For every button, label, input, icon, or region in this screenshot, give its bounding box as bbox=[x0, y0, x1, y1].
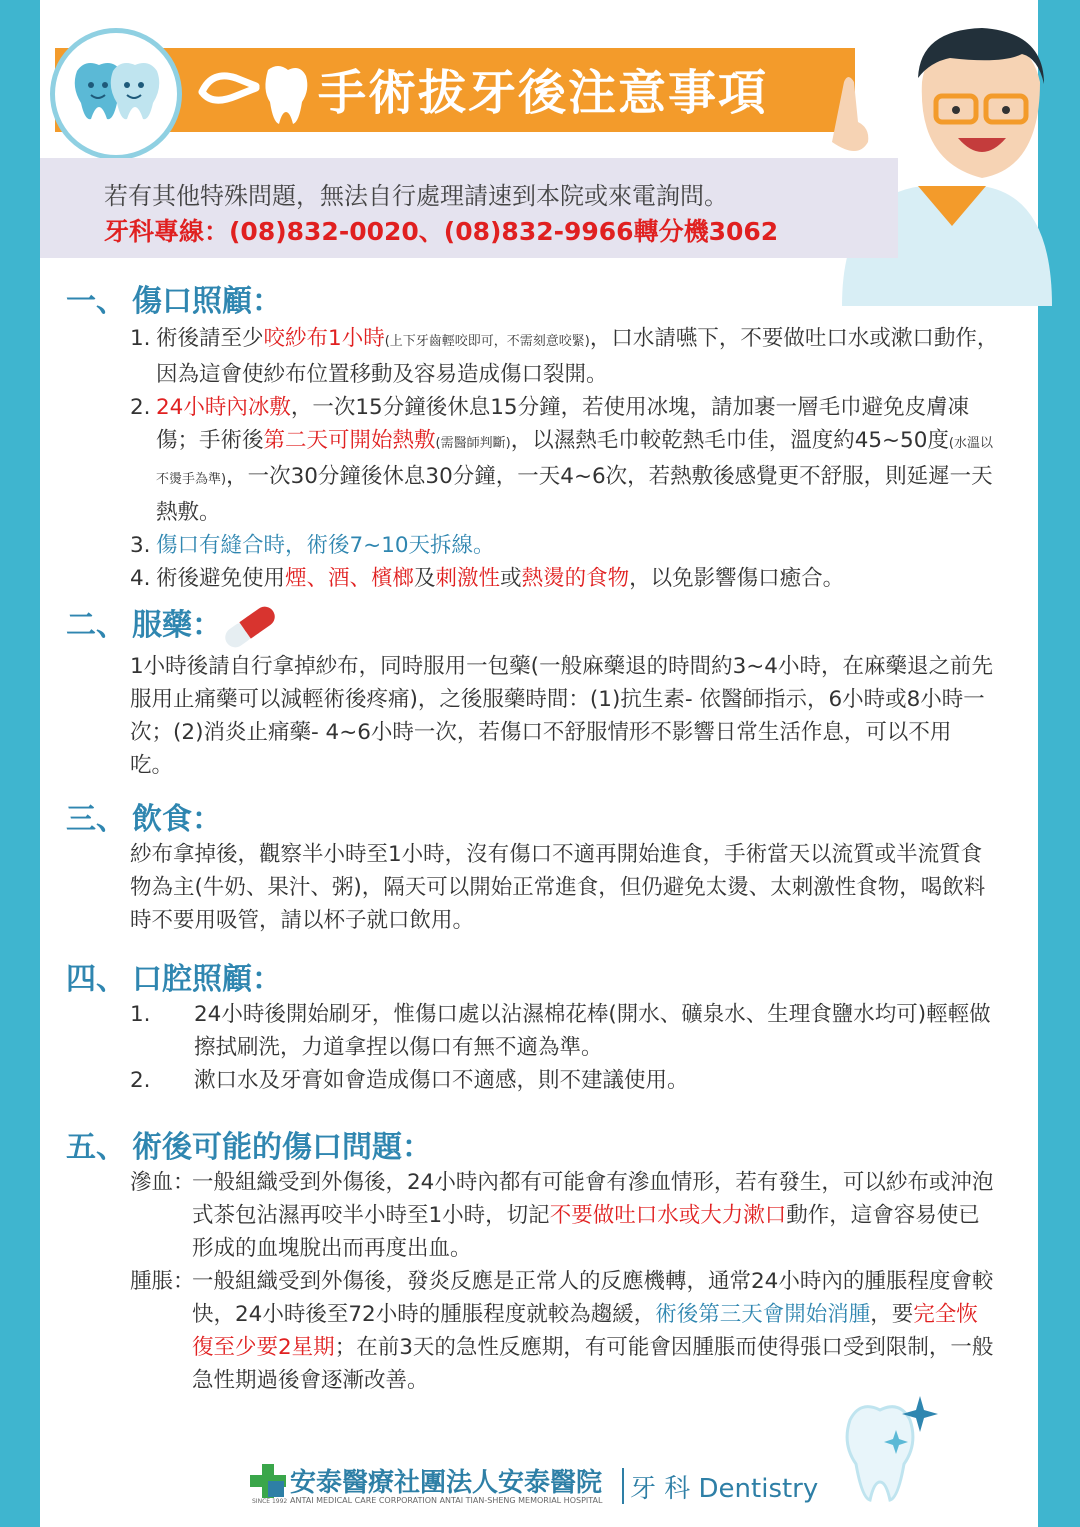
section-title: 飲食： bbox=[132, 802, 222, 837]
list-item: 2. 24小時內冰敷，一次15分鐘後休息15分鐘，若使用冰塊，請加裹一層毛巾避免皮膚凍傷；手術後第二天可開始熱敷(需醫師判斷)，以濕熱毛巾較乾熱毛巾佳，溫度約45~50度(水溫以不燙手為準)，一次30分鐘後休息30分鐘，一天4~6次，若熱敷後感覺更不舒服，則延遲一天熱敷。 bbox=[130, 395, 993, 525]
section-number: 一、 bbox=[66, 284, 126, 319]
section-oral-care-heading bbox=[66, 954, 282, 998]
list-item-swelling: 腫脹： 一般組織受到外傷後，發炎反應是正常人的反應機轉，通常24小時內的腫脹程度會較快，24小時後至72小時的腫脹程度就較為趨緩，術後第三天會開始消腫，要完全恢復至少要2星期；在前3天的急性反應期，有可能會因腫脹而使得張口受到限制，一般急性期過後會逐漸改善。 bbox=[130, 1269, 994, 1393]
section-title: 服藥： bbox=[132, 608, 222, 643]
logo-badge bbox=[50, 28, 182, 160]
list-item: 1. 24小時後開始刷牙，惟傷口處以沾濕棉花棒(開水、礦泉水、生理食鹽水均可)輕輕做擦拭刷洗，力道拿捏以傷口有無不適為準。 bbox=[130, 1002, 991, 1060]
section-title: 術後可能的傷口問題： bbox=[132, 1130, 432, 1165]
section-medication-heading bbox=[66, 600, 222, 644]
section-number: 二、 bbox=[66, 608, 126, 643]
list-item: 3. 傷口有縫合時，術後7~10天拆線。 bbox=[130, 533, 495, 558]
since-year: SINCE 1992 bbox=[252, 1498, 288, 1505]
tooth-logo-icon bbox=[55, 33, 177, 155]
department-name: 牙 科 Dentistry bbox=[630, 1474, 819, 1504]
section-wound-care-heading bbox=[66, 276, 282, 320]
extraction-forceps-icon bbox=[196, 58, 312, 128]
section-diet-heading bbox=[66, 794, 222, 838]
section-title: 口腔照顧： bbox=[132, 962, 282, 997]
medication-text: 1小時後請自行拿掉紗布，同時服用一包藥(一般麻藥退的時間約3~4小時，在麻藥退之前先服用止痛藥可以減輕術後疼痛)，之後服藥時間：(1)抗生素- 依醫師指示，6小時或8小時一次；(2)消炎止痛藥- 4~6小時一次，若傷口不舒服情形不影響日常生活作息，可以不用吃。 bbox=[130, 654, 993, 778]
list-item-bleeding: 滲血： 一般組織受到外傷後，24小時內都有可能會有滲血情形，若有發生，可以紗布或沖泡式茶包沾濕再咬半小時至1小時，切記不要做吐口水或大力漱口動作，這會容易使已形成的血塊脫出而再度出血。 bbox=[130, 1170, 994, 1261]
hospital-english-name: ANTAI MEDICAL CARE CORPORATION ANTAI TIAN-SHENG MEMORIAL HOSPITAL bbox=[290, 1496, 603, 1505]
page-title: 手術拔牙後注意事項 bbox=[318, 65, 769, 121]
pill-capsule-icon bbox=[218, 604, 282, 650]
section-number: 五、 bbox=[66, 1130, 126, 1165]
section-title: 傷口照顧： bbox=[132, 284, 282, 319]
list-item: 2. 漱口水及牙膏如會造成傷口不適感，則不建議使用。 bbox=[130, 1068, 689, 1093]
wound-problems-list bbox=[130, 1166, 996, 1397]
dental-hotline: 牙科專線：(08)832-0020、(08)832-9966轉分機3062 bbox=[104, 217, 779, 246]
oral-care-list bbox=[130, 998, 994, 1097]
list-item: 4. 術後避免使用煙、酒、檳榔及刺激性或熱燙的食物，以免影響傷口癒合。 bbox=[130, 566, 845, 591]
section-number: 三、 bbox=[66, 802, 126, 837]
section-number: 四、 bbox=[66, 962, 126, 997]
wound-care-list bbox=[130, 322, 1002, 595]
hospital-footer bbox=[250, 1462, 850, 1512]
hospital-name: 安泰醫療社團法人安泰醫院 bbox=[290, 1468, 603, 1498]
section-wound-problems-heading bbox=[66, 1122, 432, 1166]
contact-notice: 若有其他特殊問題，無法自行處理請速到本院或來電詢問。 bbox=[104, 182, 728, 210]
hospital-cross-logo-icon bbox=[250, 1464, 286, 1498]
diet-text: 紗布拿掉後，觀察半小時至1小時，沒有傷口不適再開始進食，手術當天以流質或半流質食物為主(牛奶、果汁、粥)，隔天可以開始正常進食，但仍避免太燙、太刺激性食物，喝飲料時不要用吸管，請以杯子就口飲用。 bbox=[130, 842, 986, 933]
footer-divider bbox=[622, 1468, 624, 1504]
list-item: 1. 術後請至少咬紗布1小時(上下牙齒輕咬即可，不需刻意咬緊)，口水請嚥下，不要做吐口水或漱口動作，因為這會使紗布位置移動及容易造成傷口裂開。 bbox=[130, 326, 999, 387]
